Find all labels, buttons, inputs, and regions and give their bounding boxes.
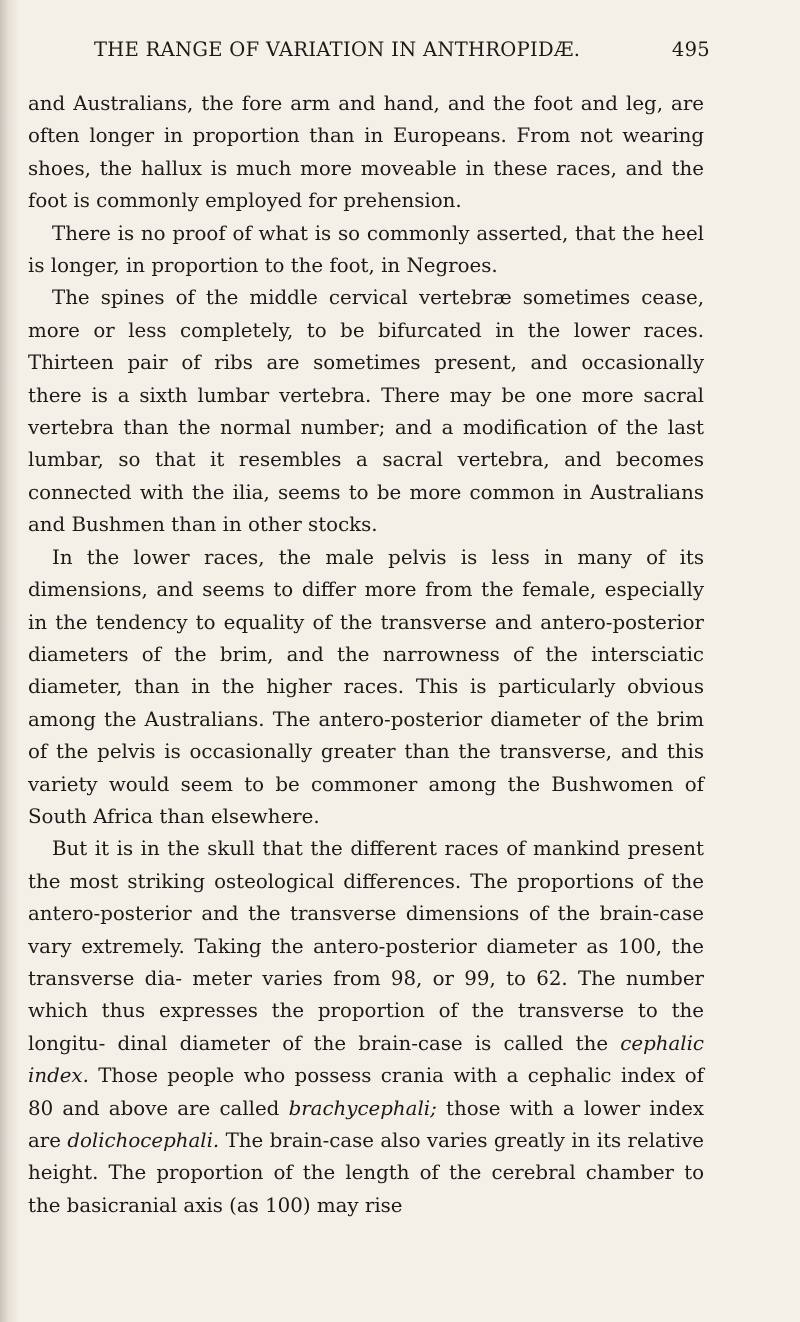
body-text (28, 88, 704, 1222)
paragraph-text: those with a lower index are (28, 1096, 704, 1152)
paragraph-text: The spines of the middle cervical vertebræ sometimes cease, more or less completely, to be bifurcated in the lower races. Thirteen pair of ribs are sometimes present, and occasionally there is a sixth lumbar vertebra. There may be one more sacral vertebra than the normal number; and a modification of the last lumbar, so that it resembles a sacral vertebra, and becomes connected with the ilia, seems to be more common in Australians and Bushmen than in other stocks. (28, 286, 704, 537)
paragraph-1 (28, 88, 704, 218)
paragraph-text: The brain-case also varies greatly in its relative height. The proportion of the length of the cerebral chamber to the basicranial axis (as 100) may rise (28, 1129, 704, 1217)
term-dolichocephali: dolichocephali. (67, 1129, 220, 1152)
paragraph-text: and Australians, the fore arm and hand, and the foot and leg, are often longer in proportion than in Europeans. From not wearing shoes, the hallux is much more moveable in these races, and the foot is commonly employed for prehension. (28, 92, 704, 213)
paragraph-5 (28, 833, 704, 1222)
term-brachycephali: brachycephali; (288, 1096, 437, 1120)
paragraph-text: But it is in the skull that the different races of mankind present the most striking osteological differences. The proportions of the antero-posterior and the transverse dimensions of the brain-case vary extremely. Taking the antero-posterior diameter as 100, the transverse dia- meter varies from 98, or 99, to 62. The number which thus expresses the proportion of the transverse to the longitu- dinal diameter of the brain-case is called the (28, 837, 704, 1055)
paragraph-4 (28, 542, 704, 834)
paragraph-3 (28, 282, 704, 541)
paragraph-2 (28, 218, 704, 283)
paragraph-text: In the lower races, the male pelvis is less in many of its dimensions, and seems to differ more from the female, especially in the tendency to equality of the transverse and antero-posterior diameters of the brim, and the narrowness of the intersciatic diameter, than in the higher races. This is particularly obvious among the Australians. The antero-posterior diameter of the brim of the pelvis is occasionally greater than the transverse, and this variety would seem to be commoner among the Bushwomen of South Africa than elsewhere. (28, 545, 704, 828)
paragraph-text: Those people who possess crania with a cephalic index of 80 and above are called (28, 1064, 704, 1120)
paragraph-text: There is no proof of what is so commonly asserted, that the heel is longer, in proportion to the foot, in Negroes. (28, 221, 704, 278)
term-cephalic-index: cephalic index. (28, 1031, 704, 1088)
page-header (94, 38, 710, 72)
running-head-title: THE RANGE OF VARIATION IN ANTHROPIDÆ. (94, 38, 581, 61)
page-number: 495 (671, 38, 710, 61)
page-gutter-shadow (0, 0, 20, 1322)
